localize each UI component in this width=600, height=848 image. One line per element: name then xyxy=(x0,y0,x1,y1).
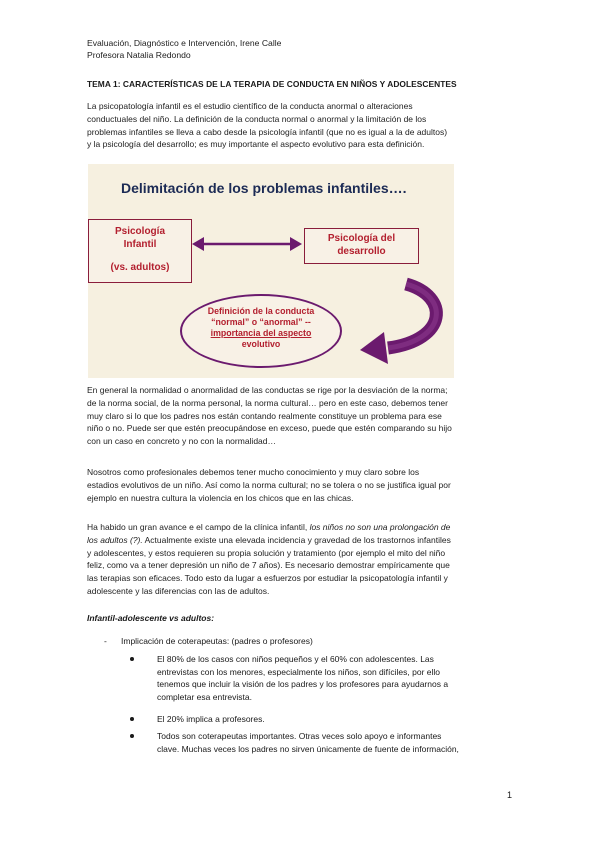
bullet-icon xyxy=(130,734,134,738)
box-label: Psicología del xyxy=(327,233,396,244)
text-run-italic: los adultos (?). xyxy=(87,534,143,545)
paragraph-line: con un caso en concreto y no con la normalidad… xyxy=(87,436,277,447)
bullet-text xyxy=(157,730,515,755)
bullet-line: completar esa entrevista. xyxy=(157,691,252,702)
paragraph-line: muy claro si lo que los padres nos están contando realmente constituye un problema para ese xyxy=(87,410,442,421)
paragraph-profesionales xyxy=(87,466,515,504)
list-item-text: Implicación de coterapeutas: (padres o profesores) xyxy=(121,636,313,646)
diagram-figure xyxy=(88,164,454,378)
paragraph-line: las terapias son eficaces. Todo esto da lugar a esfuerzos por estudiar la psicopatología infantil y xyxy=(87,573,448,584)
ellipse-label: “normal” o “anormal” -- xyxy=(211,317,311,327)
text-run: Actualmente existe una elevada incidencia y gravedad de los trastornos infantiles xyxy=(142,534,451,545)
section-subheading: Infantil-adolescente vs adultos: xyxy=(87,613,215,623)
ellipse-label: Definición de la conducta xyxy=(207,306,315,316)
paragraph-line: feliz, como va a tener depresión un niño de 7 años). Es necesario demostrar empíricamente que xyxy=(87,560,450,571)
paragraph-line: problemas infantiles se lleva a cabo desde la psicología infantil (que no es igual a la de adultos) xyxy=(87,126,448,137)
paragraph-avance xyxy=(87,521,515,598)
bullet-icon xyxy=(130,657,134,661)
paragraph-line: niño o no. Puede ser que estén preocupándose en exceso, puede que estén comparando su hijo xyxy=(87,423,452,434)
diagram-title: Delimitación de los problemas infantiles…. xyxy=(121,180,407,196)
curved-arrow-icon xyxy=(360,284,436,364)
paragraph-line xyxy=(87,534,515,547)
paragraph-line: Nosotros como profesionales debemos tener mucho conocimiento y muy claro sobre los xyxy=(87,467,420,477)
ellipse-label: importancia del aspecto xyxy=(210,328,312,338)
paragraph-line: adolescente y las diferencias con las de adultos. xyxy=(87,585,270,596)
page-number: 1 xyxy=(507,790,513,800)
box-label: desarrollo xyxy=(337,246,386,257)
header-course: Evaluación, Diagnóstico e Intervención, Irene Calle xyxy=(87,38,282,48)
paragraph-line xyxy=(87,521,515,534)
page-title: TEMA 1: CARACTERÍSTICAS DE LA TERAPIA DE CONDUCTA EN NIÑOS Y ADOLESCENTES xyxy=(87,79,457,89)
bullet-text xyxy=(157,653,515,703)
ellipse-label: evolutivo xyxy=(241,339,281,349)
bullet-line: Todos son coterapeutas importantes. Otras veces solo apoyo e informantes xyxy=(157,731,442,741)
box-label: Infantil xyxy=(123,239,157,250)
ellipse-definicion xyxy=(180,294,342,368)
paragraph-line: En general la normalidad o anormalidad de las conductas se rige por la desviación de la norma; xyxy=(87,385,448,395)
paragraph-normalidad xyxy=(87,384,515,448)
paragraph-line: de la norma social, de la norma personal, la norma cultural… pero en este caso, debemos tener xyxy=(87,397,448,408)
bullet-line: El 80% de los casos con niños pequeños y el 60% con adolescentes. Las xyxy=(157,654,434,664)
paragraph-line: La psicopatología infantil es el estudio científico de la conducta anormal o alteraciones xyxy=(87,101,413,111)
bullet-line: tenemos que incluir la visión de los padres y los profesores para ayudarnos a xyxy=(157,679,449,689)
bullet-text xyxy=(157,713,515,726)
double-arrow-icon xyxy=(192,237,302,251)
box-label: (vs. adultos) xyxy=(110,262,170,273)
header-professor: Profesora Natalia Redondo xyxy=(87,50,191,60)
bullet-line: El 20% implica a profesores. xyxy=(157,714,265,724)
text-run: Ha habido un gran avance e el campo de la clínica infantil, xyxy=(87,522,310,532)
paragraph-line: conductuales del niño. La definición de la conducta normal o anormal y la limitación de los xyxy=(87,113,427,124)
box-label: Psicología xyxy=(114,226,165,237)
bullet-line: entrevistas con los menores, especialmente los niños, son difíciles, por ello xyxy=(157,666,441,677)
dash-marker: - xyxy=(104,636,107,646)
paragraph-line: y adolescentes, y estos requieren su propia solución y tratamiento (por ejemplo el mito del niño xyxy=(87,547,446,558)
text-run-italic: los niños no son una prolongación de xyxy=(309,522,451,532)
paragraph-intro xyxy=(87,100,515,151)
paragraph-line: estadios evolutivos de un niño. Así como la norma cultural; no se tolera o no se justifica igual por xyxy=(87,479,451,490)
bullet-icon xyxy=(130,717,134,721)
paragraph-line: y la psicología del desarrollo; es muy importante el aspecto evolutivo para esta definición. xyxy=(87,139,425,150)
bullet-line: clave. Muchas veces los padres no sirven únicamente de fuente de información, xyxy=(157,743,459,754)
paragraph-line: ejemplo en nuestra cultura la violencia en los chicos que en las chicas. xyxy=(87,492,354,503)
